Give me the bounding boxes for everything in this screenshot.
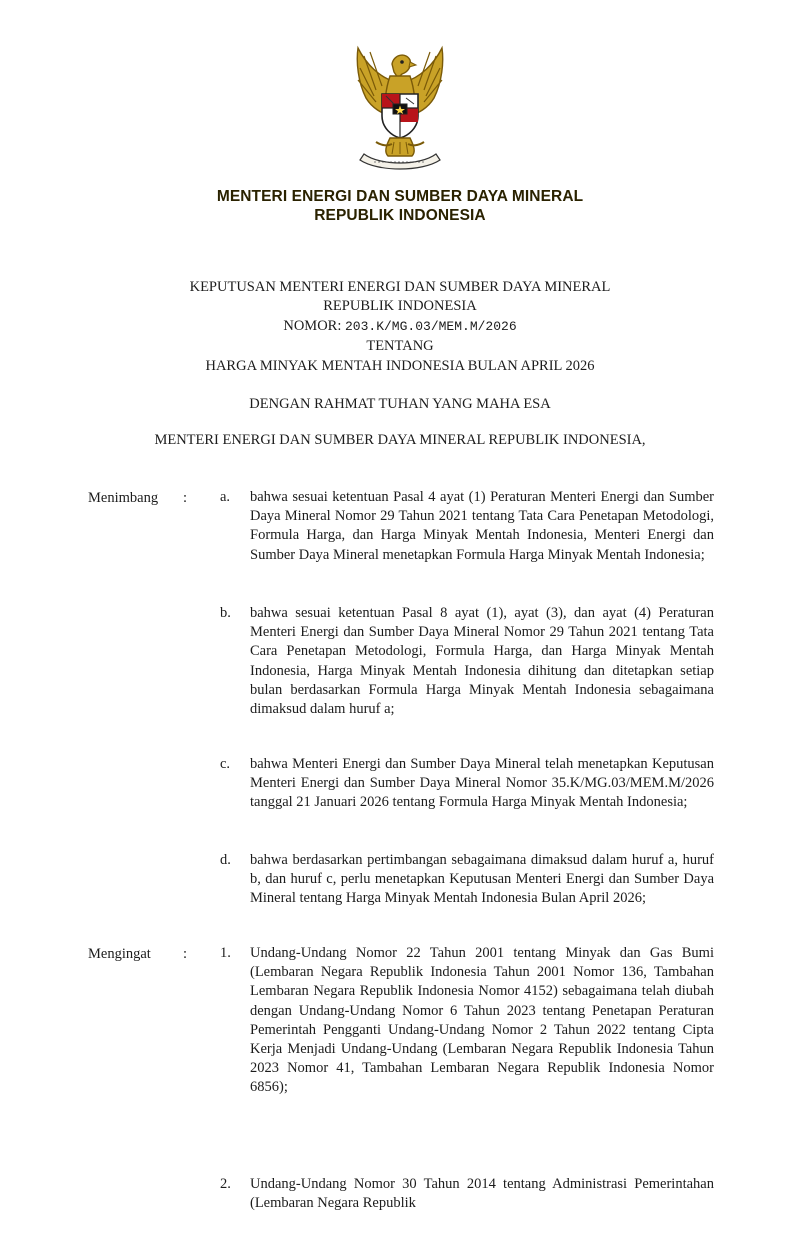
decree-title-line2: REPUBLIK INDONESIA [323,298,477,314]
item-text: bahwa sesuai ketentuan Pasal 4 ayat (1) Peraturan Menteri Energi dan Sumber Daya Mineral Nomor 29 Tahun 2021 tentang Tata Cara Penetapan Metodologi, Formula Harga, dan Harga Minyak Mentah Indonesia, Menteri Energi dan Sumber Daya Mineral menetapkan Formula Harga Minyak Mentah Indonesia; [250,489,714,563]
item-marker: a. [220,489,231,505]
invocation: DENGAN RAHMAT TUHAN YANG MAHA ESA [249,396,551,412]
decree-subject: HARGA MINYAK MENTAH INDONESIA BULAN APRIL 2026 [205,358,595,374]
menimbang-label: Menimbang [88,490,159,506]
item-text: bahwa berdasarkan pertimbangan sebagaimana dimaksud dalam huruf a, huruf b, dan huruf c, perlu menetapkan Keputusan Menteri Energi dan Sumber Daya Mineral tentang Harga Minyak Mentah Indonesia Bulan April 2026; [250,852,714,907]
item-text: Undang-Undang Nomor 22 Tahun 2001 tentang Minyak dan Gas Bumi (Lembaran Negara Republik Indonesia Tahun 2001 Nomor 136, Tambahan Lembaran Negara Republik Indonesia Nomor 4152) sebagaimana telah diubah dengan Undang-Undang Nomor 6 Tahun 2023 tentang Penetapan Peraturan Pemerintah Pengganti Undang-Undang Nomor 2 Tahun 2022 tentang Cipta Kerja Menjadi Undang-Undang (Lembaran Negara Republik Indonesia Tahun 2023 Nomor 41, Tambahan Lembaran Negara Republik Indonesia Nomor 6856); [250,945,714,1096]
item-marker: d. [220,852,231,868]
item-text: bahwa Menteri Energi dan Sumber Daya Mineral telah menetapkan Keputusan Menteri Energi dan Sumber Daya Mineral Nomor 35.K/MG.03/MEM.M/2026 tanggal 21 Januari 2026 tentang Formula Harga Minyak Mentah Indonesia; [250,756,714,811]
decree-number-value: 203.K/MG.03/MEM.M/2026 [345,319,517,334]
decree-number-label: NOMOR: [283,318,342,334]
decree-title-line1: KEPUTUSAN MENTERI ENERGI DAN SUMBER DAYA MINERAL [189,279,611,295]
issuer-country: REPUBLIK INDONESIA [314,207,486,224]
menimbang-colon: : [183,490,188,506]
issuer-name: MENTERI ENERGI DAN SUMBER DAYA MINERAL [216,188,584,205]
item-text: Undang-Undang Nomor 30 Tahun 2014 tentang Administrasi Pemerintahan (Lembaran Negara Republik [250,1176,714,1212]
item-marker: 2. [220,1176,231,1192]
authority-line: MENTERI ENERGI DAN SUMBER DAYA MINERAL REPUBLIK INDONESIA, [154,432,646,448]
item-marker: b. [220,605,231,621]
item-text: bahwa sesuai ketentuan Pasal 8 ayat (1), ayat (3), dan ayat (4) Peraturan Menteri Energi dan Sumber Daya Mineral Nomor 29 Tahun 2021 tentang Tata Cara Penetapan Metodologi, Formula Harga, dan Harga Minyak Mentah Indonesia, Harga Minyak Mentah Indonesia dihitung dan ditetapkan setiap bulan berdasarkan Formula Harga Minyak Mentah Indonesia sebagaimana dimaksud dalam huruf a; [250,605,714,718]
garuda-pancasila-emblem-icon [336,42,464,170]
mengingat-label: Mengingat [88,946,151,962]
item-marker: 1. [220,945,231,961]
mengingat-colon: : [183,946,188,962]
decree-about: TENTANG [366,338,434,354]
decree-number [0,318,800,335]
item-marker: c. [220,756,231,772]
